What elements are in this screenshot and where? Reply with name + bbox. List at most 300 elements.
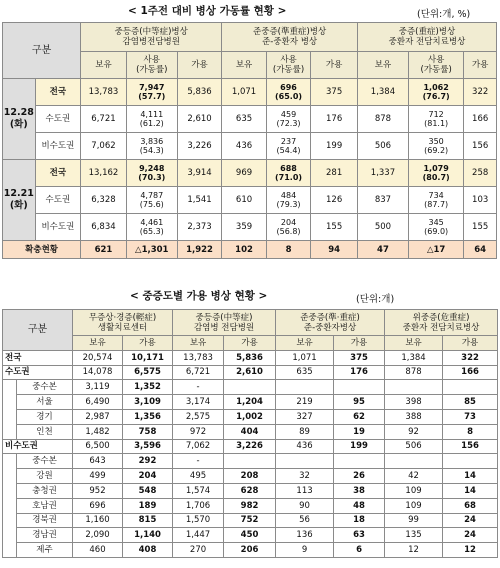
used-count: 1,079	[423, 164, 449, 173]
table2-sub-own: 보유	[173, 336, 224, 351]
avail-value: 6	[334, 543, 385, 558]
avail-value: 982	[224, 498, 276, 513]
used-value	[266, 106, 311, 133]
avail-value: 1,002	[224, 409, 276, 424]
avail-value: 450	[224, 528, 276, 543]
used-count: 350	[428, 137, 444, 146]
region-cell: 비수도권	[35, 214, 81, 241]
own-value: 878	[385, 365, 443, 380]
own-value: 6,721	[81, 106, 127, 133]
used-value	[266, 187, 311, 214]
indent-cell	[3, 483, 17, 498]
indent-cell	[3, 513, 17, 528]
used-rate: (65.0)	[275, 92, 303, 101]
indent-cell	[3, 395, 17, 410]
own-value: 398	[385, 395, 443, 410]
used-count: 696	[280, 83, 297, 92]
avail-value: 758	[123, 424, 173, 439]
own-value: 495	[173, 469, 224, 484]
sub-region-cell: 인천	[17, 424, 73, 439]
date-day: (화)	[9, 119, 28, 130]
own-value: 7,062	[81, 133, 127, 160]
avail-value: 68	[443, 498, 498, 513]
own-value: 89	[276, 424, 334, 439]
used-value	[126, 160, 177, 187]
own-value: 7,062	[173, 439, 224, 454]
date-cell	[3, 160, 36, 241]
own-value: 2,987	[73, 409, 123, 424]
used-rate: (87.7)	[424, 200, 449, 209]
avail-value: 18	[334, 513, 385, 528]
date-label: 12.21	[3, 188, 34, 199]
sub-region-cell: 중수본	[17, 380, 73, 395]
table2-row	[3, 483, 498, 498]
own-value: 13,162	[81, 160, 127, 187]
own-value: 1,337	[357, 160, 408, 187]
avail-value: 38	[334, 483, 385, 498]
own-value: 635	[222, 106, 267, 133]
avail-value	[443, 380, 498, 395]
avail-value: 322	[443, 350, 498, 365]
available-beds-by-severity-table	[2, 309, 498, 558]
used-count: 7,947	[139, 83, 165, 92]
table2-row	[3, 513, 498, 528]
avail-value: 375	[311, 79, 358, 106]
own-value: 1,071	[222, 79, 267, 106]
expansion-value: 621	[81, 241, 127, 259]
region-cell: 전국	[3, 350, 73, 365]
avail-value: 292	[123, 454, 173, 469]
own-value: 506	[385, 439, 443, 454]
own-value: 6,490	[73, 395, 123, 410]
sub-region-cell: 강원	[17, 469, 73, 484]
region-cell: 수도권	[35, 187, 81, 214]
table2-title: < 중증도별 가용 병상 현황 >	[130, 290, 268, 302]
own-value: 436	[222, 133, 267, 160]
avail-value: 1,204	[224, 395, 276, 410]
avail-value: 48	[334, 498, 385, 513]
table1-sub-own: 보유	[81, 52, 127, 79]
table2-row	[3, 409, 498, 424]
used-value	[126, 187, 177, 214]
table1-header-semi-severe: 준중증(準重症)병상 준-중환자 병상	[222, 23, 358, 52]
avail-value: 126	[311, 187, 358, 214]
expansion-value: 47	[357, 241, 408, 259]
own-value: 6,721	[173, 365, 224, 380]
used-rate: (69.2)	[424, 146, 449, 155]
avail-value: 155	[311, 214, 358, 241]
table1-row	[3, 187, 497, 214]
avail-value: 14	[443, 483, 498, 498]
sub-region-cell: 경남권	[17, 528, 73, 543]
table2-row	[3, 424, 498, 439]
table2-header-group: 구분	[3, 310, 73, 351]
own-value: 13,783	[173, 350, 224, 365]
own-value: 506	[357, 133, 408, 160]
avail-value: 3,226	[177, 133, 222, 160]
table2-row	[3, 350, 498, 365]
own-value: 1,570	[173, 513, 224, 528]
table2-row	[3, 380, 498, 395]
table1-row	[3, 79, 497, 106]
avail-value: 3,226	[224, 439, 276, 454]
used-rate: (76.7)	[422, 92, 450, 101]
table1-unit: (단위:개, %)	[417, 9, 471, 20]
avail-value: 1,352	[123, 380, 173, 395]
used-value	[126, 79, 177, 106]
used-count: 4,461	[140, 218, 164, 227]
bed-utilization-table	[2, 22, 497, 259]
table2-sub-own: 보유	[73, 336, 123, 351]
avail-value	[224, 380, 276, 395]
own-value: 9	[276, 543, 334, 558]
avail-value: 204	[123, 469, 173, 484]
table1-sub-used: 사용 (가동률)	[408, 52, 463, 79]
own-value	[276, 454, 334, 469]
indent-cell	[3, 454, 17, 469]
table1-header-moderate: 중등증(中等症)병상 감염병전담병원	[81, 23, 222, 52]
avail-value: 2,373	[177, 214, 222, 241]
used-rate: (54.3)	[139, 146, 164, 155]
own-value: 135	[385, 528, 443, 543]
avail-value: 176	[334, 365, 385, 380]
expansion-value: 8	[266, 241, 311, 259]
used-rate: (57.7)	[138, 92, 166, 101]
own-value: 2,575	[173, 409, 224, 424]
own-value: 499	[73, 469, 123, 484]
table2-sub-avail: 가용	[443, 336, 498, 351]
used-value	[408, 160, 463, 187]
used-count: 712	[428, 110, 444, 119]
sub-region-cell: 경기	[17, 409, 73, 424]
avail-value	[224, 454, 276, 469]
avail-value: 63	[334, 528, 385, 543]
own-value	[276, 380, 334, 395]
own-value: 610	[222, 187, 267, 214]
table1-body	[3, 79, 497, 259]
used-rate: (79.3)	[276, 200, 301, 209]
used-count: 237	[280, 137, 297, 146]
table1-title: < 1주전 대비 병상 가동률 현황 >	[128, 5, 287, 17]
avail-value	[334, 454, 385, 469]
avail-value: 166	[443, 365, 498, 380]
table2-sub-avail: 가용	[123, 336, 173, 351]
own-value: 270	[173, 543, 224, 558]
used-rate: (70.3)	[138, 173, 166, 182]
used-rate: (65.3)	[139, 227, 164, 236]
own-value: 878	[357, 106, 408, 133]
date-day: (화)	[9, 200, 28, 211]
used-count: 484	[280, 191, 297, 200]
table2-row	[3, 454, 498, 469]
avail-value: 26	[334, 469, 385, 484]
own-value: 109	[385, 498, 443, 513]
region-cell: 비수도권	[35, 133, 81, 160]
sub-region-cell: 경북권	[17, 513, 73, 528]
indent-cell	[3, 380, 17, 395]
own-value: 436	[276, 439, 334, 454]
indent-cell	[3, 498, 17, 513]
table2-sub-own: 보유	[385, 336, 443, 351]
own-value: 20,574	[73, 350, 123, 365]
own-value: 6,328	[81, 187, 127, 214]
own-value: 359	[222, 214, 267, 241]
own-value: 219	[276, 395, 334, 410]
own-value: 837	[357, 187, 408, 214]
table2-sub-own: 보유	[276, 336, 334, 351]
used-count: 9,248	[139, 164, 165, 173]
table2-row	[3, 528, 498, 543]
avail-value: 404	[224, 424, 276, 439]
own-value: 92	[385, 424, 443, 439]
table2-row	[3, 498, 498, 513]
used-count: 459	[280, 110, 297, 119]
avail-value: 166	[464, 106, 497, 133]
table2-header-semi-severe: 준중증(準·重症) 준-중환자병상	[276, 310, 385, 336]
table2-header-moderate: 중등증(中等症) 감염병 전담병원	[173, 310, 276, 336]
avail-value: 10,171	[123, 350, 173, 365]
avail-value: 103	[464, 187, 497, 214]
avail-value: 8	[443, 424, 498, 439]
used-rate: (81.1)	[424, 119, 449, 128]
own-value: 1,482	[73, 424, 123, 439]
avail-value: 95	[334, 395, 385, 410]
own-value: 90	[276, 498, 334, 513]
avail-value: 408	[123, 543, 173, 558]
avail-value: 1,541	[177, 187, 222, 214]
own-value: 460	[73, 543, 123, 558]
avail-value: 548	[123, 483, 173, 498]
sub-region-cell: 서울	[17, 395, 73, 410]
table1-sub-used: 사용 (가동률)	[126, 52, 177, 79]
own-value: 14,078	[73, 365, 123, 380]
own-value: -	[173, 454, 224, 469]
avail-value: 752	[224, 513, 276, 528]
avail-value: 73	[443, 409, 498, 424]
avail-value: 815	[123, 513, 173, 528]
own-value: 969	[222, 160, 267, 187]
avail-value: 375	[334, 350, 385, 365]
used-count: 734	[428, 191, 444, 200]
used-rate: (80.7)	[422, 173, 450, 182]
expansion-value: 94	[311, 241, 358, 259]
avail-value: 85	[443, 395, 498, 410]
sub-region-cell: 중수본	[17, 454, 73, 469]
table1-sub-used: 사용 (가동률)	[266, 52, 311, 79]
own-value: 1,384	[357, 79, 408, 106]
used-value	[266, 214, 311, 241]
own-value: 500	[357, 214, 408, 241]
used-count: 4,787	[140, 191, 164, 200]
own-value: 6,500	[73, 439, 123, 454]
table1-sub-own: 보유	[222, 52, 267, 79]
own-value	[385, 454, 443, 469]
avail-value: 5,836	[177, 79, 222, 106]
region-cell: 수도권	[35, 106, 81, 133]
used-count: 3,836	[140, 137, 164, 146]
expansion-label: 확충현황	[3, 241, 81, 259]
used-value	[266, 133, 311, 160]
table1-header-group: 구분	[3, 23, 81, 79]
expansion-value: 1,922	[177, 241, 222, 259]
own-value: 6,834	[81, 214, 127, 241]
own-value: 99	[385, 513, 443, 528]
avail-value: 3,914	[177, 160, 222, 187]
own-value: 327	[276, 409, 334, 424]
used-value	[126, 106, 177, 133]
own-value: 952	[73, 483, 123, 498]
region-cell: 전국	[35, 79, 81, 106]
table2-row	[3, 543, 498, 558]
own-value: 1,071	[276, 350, 334, 365]
own-value: 3,174	[173, 395, 224, 410]
avail-value: 2,610	[177, 106, 222, 133]
indent-cell	[3, 409, 17, 424]
used-rate: (72.3)	[276, 119, 301, 128]
own-value: -	[173, 380, 224, 395]
used-value	[126, 133, 177, 160]
own-value: 1,160	[73, 513, 123, 528]
table1-sub-avail: 가용	[177, 52, 222, 79]
used-value	[408, 133, 463, 160]
sub-region-cell: 충청권	[17, 483, 73, 498]
own-value: 12	[385, 543, 443, 558]
indent-cell	[3, 424, 17, 439]
used-value	[408, 79, 463, 106]
expansion-value: 64	[464, 241, 497, 259]
own-value: 1,706	[173, 498, 224, 513]
avail-value	[334, 380, 385, 395]
table2-header-critical: 위중증(危重症) 중환자 전담치료병상	[385, 310, 498, 336]
used-rate: (69.0)	[424, 227, 449, 236]
indent-cell	[3, 543, 17, 558]
avail-value: 3,596	[123, 439, 173, 454]
used-rate: (75.6)	[139, 200, 164, 209]
table2-sub-avail: 가용	[224, 336, 276, 351]
own-value	[385, 380, 443, 395]
own-value: 635	[276, 365, 334, 380]
expansion-value: △17	[408, 241, 463, 259]
avail-value	[443, 454, 498, 469]
avail-value: 2,610	[224, 365, 276, 380]
own-value: 696	[73, 498, 123, 513]
own-value: 3,119	[73, 380, 123, 395]
own-value: 13,783	[81, 79, 127, 106]
table1-row	[3, 160, 497, 187]
used-value	[266, 79, 311, 106]
avail-value: 62	[334, 409, 385, 424]
used-rate: (54.4)	[276, 146, 301, 155]
used-count: 204	[280, 218, 297, 227]
avail-value: 199	[334, 439, 385, 454]
own-value: 643	[73, 454, 123, 469]
own-value: 42	[385, 469, 443, 484]
avail-value: 258	[464, 160, 497, 187]
expansion-value: △1,301	[126, 241, 177, 259]
table2-row	[3, 395, 498, 410]
avail-value: 322	[464, 79, 497, 106]
table2-row	[3, 365, 498, 380]
avail-value: 5,836	[224, 350, 276, 365]
table1-sub-avail: 가용	[464, 52, 497, 79]
own-value: 388	[385, 409, 443, 424]
own-value: 113	[276, 483, 334, 498]
table2-unit: (단위:개)	[356, 294, 395, 305]
own-value: 1,574	[173, 483, 224, 498]
avail-value: 14	[443, 469, 498, 484]
date-cell	[3, 79, 36, 160]
region-cell: 비수도권	[3, 439, 73, 454]
sub-region-cell: 제주	[17, 543, 73, 558]
avail-value: 176	[311, 106, 358, 133]
own-value: 136	[276, 528, 334, 543]
used-count: 4,111	[140, 110, 164, 119]
used-count: 1,062	[423, 83, 449, 92]
used-value	[408, 106, 463, 133]
avail-value: 189	[123, 498, 173, 513]
avail-value: 628	[224, 483, 276, 498]
avail-value: 155	[464, 214, 497, 241]
own-value: 972	[173, 424, 224, 439]
avail-value: 199	[311, 133, 358, 160]
avail-value: 156	[443, 439, 498, 454]
avail-value: 208	[224, 469, 276, 484]
own-value: 109	[385, 483, 443, 498]
own-value: 1,447	[173, 528, 224, 543]
avail-value: 12	[443, 543, 498, 558]
indent-cell	[3, 469, 17, 484]
used-rate: (61.2)	[139, 119, 164, 128]
used-value	[408, 187, 463, 214]
table2-row	[3, 469, 498, 484]
sub-region-cell: 호남권	[17, 498, 73, 513]
indent-cell	[3, 528, 17, 543]
table1-sub-avail: 가용	[311, 52, 358, 79]
own-value: 2,090	[73, 528, 123, 543]
used-count: 688	[280, 164, 297, 173]
used-rate: (56.8)	[276, 227, 301, 236]
expansion-value: 102	[222, 241, 267, 259]
avail-value: 281	[311, 160, 358, 187]
avail-value: 6,575	[123, 365, 173, 380]
table1-row	[3, 106, 497, 133]
avail-value: 24	[443, 528, 498, 543]
avail-value: 24	[443, 513, 498, 528]
date-label: 12.28	[3, 107, 34, 118]
used-count: 345	[428, 218, 444, 227]
table2-row	[3, 439, 498, 454]
avail-value: 19	[334, 424, 385, 439]
table1-sub-own: 보유	[357, 52, 408, 79]
avail-value: 156	[464, 133, 497, 160]
region-cell: 전국	[35, 160, 81, 187]
avail-value: 1,140	[123, 528, 173, 543]
avail-value: 206	[224, 543, 276, 558]
own-value: 32	[276, 469, 334, 484]
region-cell: 수도권	[3, 365, 73, 380]
used-value	[126, 214, 177, 241]
avail-value: 1,356	[123, 409, 173, 424]
table2-header-mild: 무증상·경증(輕症) 생활치료센터	[73, 310, 173, 336]
expansion-row	[3, 241, 497, 259]
used-value	[408, 214, 463, 241]
own-value: 56	[276, 513, 334, 528]
own-value: 1,384	[385, 350, 443, 365]
table1-row	[3, 214, 497, 241]
table2-body	[3, 350, 498, 557]
table1-header-severe: 중증(重症)병상 중환자 전담치료병상	[357, 23, 496, 52]
avail-value: 3,109	[123, 395, 173, 410]
